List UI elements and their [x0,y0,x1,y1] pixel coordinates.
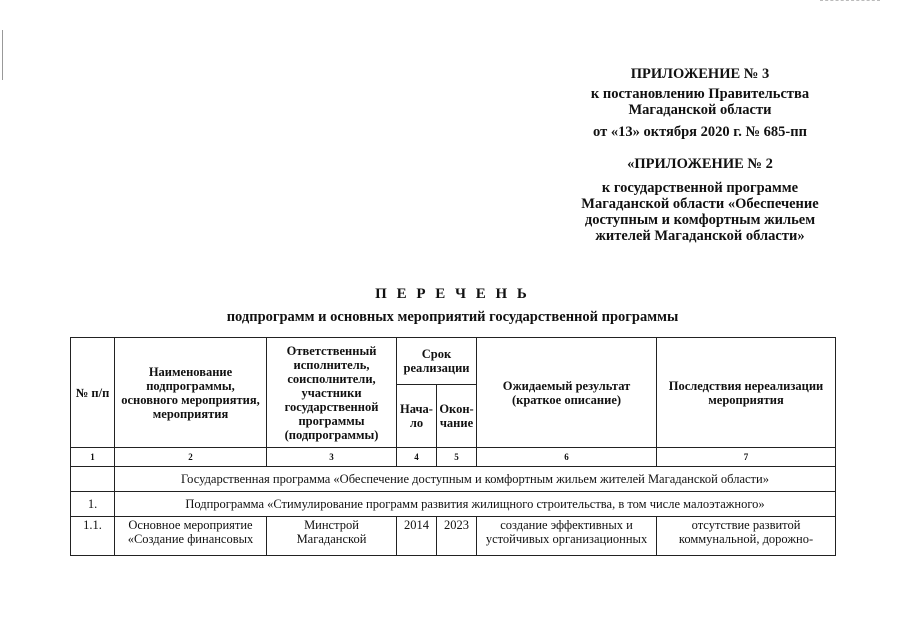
header-start: Нача-ло [397,385,437,448]
row-consequences: отсутствие развитой коммунальной, дорожно- [657,517,836,556]
column-number-row [71,448,836,467]
appendix-3-line-3: Магаданской области [628,102,772,118]
column-number: 5 [437,448,477,467]
program-table [70,337,836,556]
table-header-row-1 [71,338,836,385]
appendix-3-header [560,66,840,140]
appendix-3-line-2: к постановлению Правительства [590,86,810,102]
state-program-row [71,467,836,492]
row-responsible: Минстрой Магаданской [267,517,397,556]
column-number: 7 [657,448,836,467]
header-num: № п/п [71,338,115,448]
appendix-2-line-2: к государственной программе [601,180,799,196]
subprogram-title: Подпрограмма «Стимулирование программ развития жилищного строительства, в том числе малоэтажного» [115,492,836,517]
header-responsible: Ответственный исполнитель, соисполнители, участники государственной программы (подпрограммы) [267,338,397,448]
appendix-2-title: «ПРИЛОЖЕНИЕ № 2 [627,156,773,172]
subprogram-row [71,492,836,517]
appendix-2-line-4: доступным и комфортным жильем [584,212,816,228]
header-name: Наименование подпрограммы, основного мероприятия, мероприятия [115,338,267,448]
appendix-3-title: ПРИЛОЖЕНИЕ № 3 [630,66,770,82]
scan-top-mark [820,0,880,2]
row-result: создание эффективных и устойчивых организационных [477,517,657,556]
row-start-year: 2014 [397,517,437,556]
row-end-year: 2023 [437,517,477,556]
document-subtitle: подпрограмм и основных мероприятий государственной программы [226,309,679,325]
column-number: 4 [397,448,437,467]
column-number: 3 [267,448,397,467]
document-heading [0,286,905,326]
state-program-num-cell [71,467,115,492]
column-number: 6 [477,448,657,467]
column-number: 2 [115,448,267,467]
appendix-3-date: от «13» октября 2020 г. № 685-пп [593,124,807,140]
state-program-title: Государственная программа «Обеспечение доступным и комфортным жильем жителей Магаданской области» [115,467,836,492]
subprogram-num: 1. [71,492,115,517]
appendix-2-line-5: жителей Магаданской области» [595,228,805,244]
scan-edge-line [2,30,3,80]
table-row [71,517,836,556]
row-name: Основное мероприятие «Создание финансовых [115,517,267,556]
document-title: П Е Р Е Ч Е Н Ь [375,286,530,302]
row-num: 1.1. [71,517,115,556]
header-end: Окон-чание [437,385,477,448]
appendix-2-line-3: Магаданской области «Обеспечение [581,196,819,212]
header-consequences: Последствия нереализации мероприятия [657,338,836,448]
column-number: 1 [71,448,115,467]
header-result: Ожидаемый результат (краткое описание) [477,338,657,448]
appendix-2-header [555,156,845,244]
header-term: Срок реализации [397,338,477,385]
